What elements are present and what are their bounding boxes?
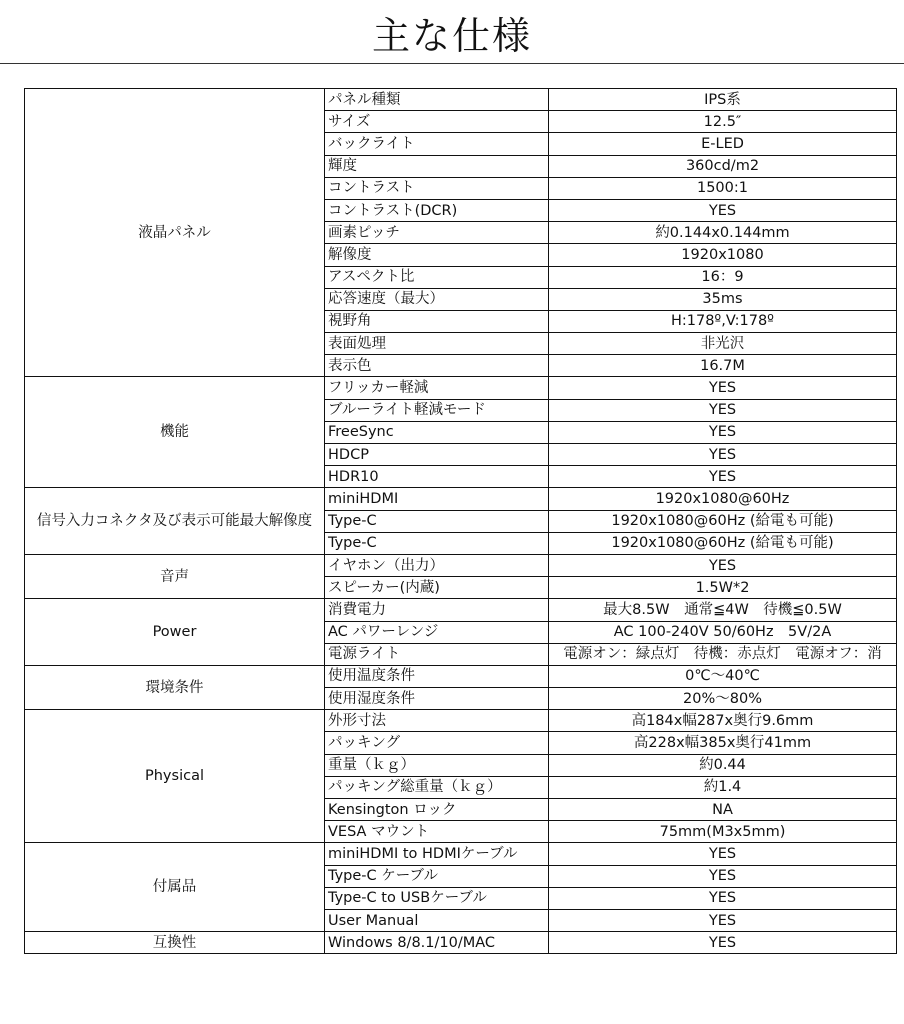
spec-value-cell: 1920x1080@60Hz (給電も可能) xyxy=(549,532,897,554)
spec-value-cell: 約0.44 xyxy=(549,754,897,776)
spec-item-cell: 電源ライト xyxy=(325,643,549,665)
spec-value-cell: 16：9 xyxy=(549,266,897,288)
spec-item-cell: イヤホン（出力） xyxy=(325,554,549,576)
spec-item-cell: miniHDMI to HDMIケーブル xyxy=(325,843,549,865)
spec-table xyxy=(24,88,897,954)
spec-value-cell: YES xyxy=(549,887,897,909)
spec-item-cell: 画素ピッチ xyxy=(325,222,549,244)
spec-item-cell: 重量（ｋｇ） xyxy=(325,754,549,776)
spec-item-cell: Windows 8/8.1/10/MAC xyxy=(325,932,549,954)
category-cell: 音声 xyxy=(25,554,325,598)
category-cell: 互換性 xyxy=(25,932,325,954)
spec-item-cell: ブルーライト軽減モード xyxy=(325,399,549,421)
spec-value-cell: YES xyxy=(549,554,897,576)
spec-item-cell: Type-C xyxy=(325,510,549,532)
category-cell: Physical xyxy=(25,710,325,843)
title-divider xyxy=(0,63,904,64)
spec-value-cell: AC 100-240V 50/60Hz 5V/2A xyxy=(549,621,897,643)
spec-value-cell: 約0.144x0.144mm xyxy=(549,222,897,244)
spec-value-cell: YES xyxy=(549,444,897,466)
spec-value-cell: 非光沢 xyxy=(549,333,897,355)
spec-row xyxy=(25,932,897,954)
spec-value-cell: YES xyxy=(549,843,897,865)
spec-value-cell: YES xyxy=(549,421,897,443)
spec-value-cell: 1.5W*2 xyxy=(549,577,897,599)
spec-value-cell: E-LED xyxy=(549,133,897,155)
spec-value-cell: 12.5″ xyxy=(549,111,897,133)
spec-value-cell: H:178º,V:178º xyxy=(549,310,897,332)
spec-value-cell: 20%～80% xyxy=(549,688,897,710)
spec-value-cell: 16.7M xyxy=(549,355,897,377)
spec-row xyxy=(25,377,897,399)
spec-item-cell: 輝度 xyxy=(325,155,549,177)
spec-item-cell: 表示色 xyxy=(325,355,549,377)
spec-item-cell: パッキング総重量（ｋｇ） xyxy=(325,776,549,798)
spec-value-cell: 35ms xyxy=(549,288,897,310)
spec-value-cell: IPS系 xyxy=(549,89,897,111)
spec-value-cell: 電源オン：緑点灯 待機：赤点灯 電源オフ：消 xyxy=(549,643,897,665)
category-cell: 環境条件 xyxy=(25,665,325,709)
spec-item-cell: 使用湿度条件 xyxy=(325,688,549,710)
spec-value-cell: YES xyxy=(549,377,897,399)
spec-value-cell: 最大8.5W 通常≦4W 待機≦0.5W xyxy=(549,599,897,621)
spec-item-cell: HDCP xyxy=(325,444,549,466)
spec-item-cell: コントラスト(DCR) xyxy=(325,199,549,221)
spec-row xyxy=(25,665,897,687)
spec-value-cell: YES xyxy=(549,932,897,954)
spec-item-cell: Type-C ケーブル xyxy=(325,865,549,887)
spec-item-cell: 表面処理 xyxy=(325,333,549,355)
spec-item-cell: HDR10 xyxy=(325,466,549,488)
spec-value-cell: YES xyxy=(549,865,897,887)
spec-item-cell: 解像度 xyxy=(325,244,549,266)
category-cell: 付属品 xyxy=(25,843,325,932)
spec-value-cell: 0℃～40℃ xyxy=(549,665,897,687)
spec-item-cell: 消費電力 xyxy=(325,599,549,621)
category-cell: 信号入力コネクタ及び表示可能最大解像度 xyxy=(25,488,325,555)
spec-value-cell: YES xyxy=(549,466,897,488)
spec-value-cell: NA xyxy=(549,799,897,821)
spec-value-cell: 1500:1 xyxy=(549,177,897,199)
spec-value-cell: 1920x1080@60Hz xyxy=(549,488,897,510)
spec-value-cell: YES xyxy=(549,199,897,221)
spec-row xyxy=(25,554,897,576)
page-title: 主な仕様 xyxy=(371,14,532,58)
spec-item-cell: 外形寸法 xyxy=(325,710,549,732)
spec-item-cell: Type-C xyxy=(325,532,549,554)
category-cell: 機能 xyxy=(25,377,325,488)
spec-item-cell: AC パワーレンジ xyxy=(325,621,549,643)
category-cell: 液晶パネル xyxy=(25,89,325,377)
spec-value-cell: 高228x幅385x奥行41mm xyxy=(549,732,897,754)
spec-item-cell: 応答速度（最大） xyxy=(325,288,549,310)
spec-item-cell: Kensington ロック xyxy=(325,799,549,821)
spec-table-body xyxy=(25,89,897,954)
spec-row xyxy=(25,710,897,732)
spec-row xyxy=(25,599,897,621)
spec-row xyxy=(25,843,897,865)
spec-item-cell: Type-C to USBケーブル xyxy=(325,887,549,909)
spec-item-cell: フリッカー軽減 xyxy=(325,377,549,399)
spec-value-cell: 約1.4 xyxy=(549,776,897,798)
spec-item-cell: バックライト xyxy=(325,133,549,155)
spec-item-cell: FreeSync xyxy=(325,421,549,443)
spec-item-cell: miniHDMI xyxy=(325,488,549,510)
spec-item-cell: サイズ xyxy=(325,111,549,133)
spec-value-cell: 75mm(M3x5mm) xyxy=(549,821,897,843)
spec-value-cell: 1920x1080 xyxy=(549,244,897,266)
spec-row xyxy=(25,488,897,510)
category-cell: Power xyxy=(25,599,325,666)
spec-item-cell: User Manual xyxy=(325,909,549,931)
spec-value-cell: YES xyxy=(549,909,897,931)
spec-item-cell: スピーカー(内蔵) xyxy=(325,577,549,599)
spec-item-cell: パネル種類 xyxy=(325,89,549,111)
spec-value-cell: 360cd/m2 xyxy=(549,155,897,177)
spec-value-cell: YES xyxy=(549,399,897,421)
spec-row xyxy=(25,89,897,111)
spec-item-cell: 視野角 xyxy=(325,310,549,332)
spec-value-cell: 1920x1080@60Hz (給電も可能) xyxy=(549,510,897,532)
spec-item-cell: パッキング xyxy=(325,732,549,754)
spec-item-cell: 使用温度条件 xyxy=(325,665,549,687)
spec-item-cell: コントラスト xyxy=(325,177,549,199)
spec-item-cell: VESA マウント xyxy=(325,821,549,843)
spec-item-cell: アスペクト比 xyxy=(325,266,549,288)
spec-value-cell: 高184x幅287x奥行9.6mm xyxy=(549,710,897,732)
